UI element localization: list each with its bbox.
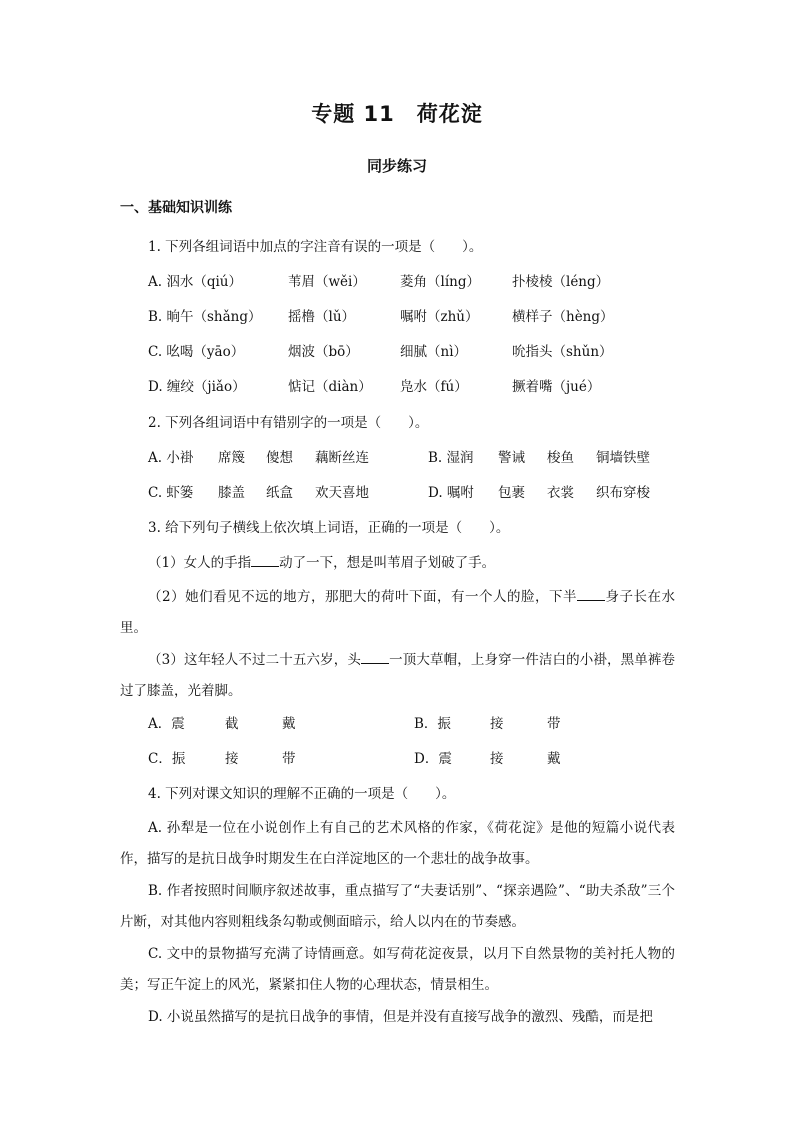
q1-option: 撅着嘴（jué） bbox=[512, 379, 601, 395]
q3-sentence-1 bbox=[148, 551, 495, 571]
q3-sentence-text: 动了一下，想是叫苇眉子划破了手。 bbox=[279, 555, 496, 571]
q3-sentence-2 bbox=[120, 582, 675, 644]
q2-word: 藕断丝连 bbox=[315, 450, 369, 466]
q3-sentence-text: 一顶大草帽，上身穿一件洁白的小褂，黑单裤卷过了膝盖，光着脚。 bbox=[120, 652, 676, 699]
q3-option: B．振 bbox=[414, 716, 451, 732]
q2-word: 傻想 bbox=[266, 450, 293, 466]
q2-word: B. 湿润 bbox=[428, 450, 474, 466]
q3-sentence-text: （1）女人的手指 bbox=[148, 555, 252, 571]
q4-option-c: C. 文中的景物描写充满了诗情画意。如写荷花淀夜景，以月下自然景物的美衬托人物的美；写正午淀上的风光，紧紧扣住人物的心理状态，情景相生。 bbox=[120, 946, 675, 993]
question-1-stem: 1. 下列各组词语中加点的字注音有误的一项是（ ）。 bbox=[148, 239, 483, 255]
q2-word: 膝盖 bbox=[218, 485, 245, 501]
q3-option: 截 bbox=[225, 716, 239, 732]
fill-blank bbox=[251, 565, 279, 567]
q3-sentence-text: 身子长在水里。 bbox=[120, 589, 676, 636]
q3-option: 带 bbox=[282, 751, 296, 767]
q1-option: 凫水（fú） bbox=[400, 379, 468, 395]
q3-option: D．震 bbox=[414, 751, 452, 767]
q3-sentence-text: （3）这年轻人不过二十五六岁，头 bbox=[148, 652, 361, 668]
question-4-stem: 4. 下列对课文知识的理解不正确的一项是（ ）。 bbox=[148, 786, 456, 802]
page-subtitle: 同步练习 bbox=[366, 157, 427, 175]
q1-option: 扑棱棱（léng） bbox=[512, 274, 610, 290]
q4-option-b: B. 作者按照时间顺序叙述故事，重点描写了“夫妻话别”、“探亲遇险”、“助夫杀敌”三个片断，对其他内容则粗线条勾勒或侧面暗示，给人以内在的节奏感。 bbox=[120, 883, 675, 930]
q2-word: 织布穿梭 bbox=[596, 485, 650, 501]
q4-option-d: D. 小说虽然描写的是抗日战争的事情，但是并没有直接写战争的激烈、残酷，而是把 bbox=[148, 1009, 653, 1025]
q1-option: 摇橹（lǔ） bbox=[288, 309, 356, 325]
q3-option: A．震 bbox=[148, 716, 185, 732]
q2-word: A. 小褂 bbox=[148, 450, 194, 466]
q1-option: 细腻（nì） bbox=[400, 344, 468, 360]
fill-blank bbox=[577, 599, 605, 601]
section-heading: 一、基础知识训练 bbox=[120, 200, 232, 216]
q2-word: 警诫 bbox=[498, 450, 525, 466]
question-3-stem: 3. 给下列句子横线上依次填上词语，正确的一项是（ ）。 bbox=[148, 520, 510, 536]
question-2-stem: 2. 下列各组词语中有错别字的一项是（ ）。 bbox=[148, 415, 429, 431]
q2-word: 席篾 bbox=[218, 450, 245, 466]
q2-word: 欢天喜地 bbox=[315, 485, 369, 501]
q3-option: 带 bbox=[547, 716, 561, 732]
q1-option: 吮指头（shǔn） bbox=[512, 344, 613, 360]
q2-word: 纸盒 bbox=[266, 485, 293, 501]
q3-option: C．振 bbox=[148, 751, 186, 767]
q3-option: 接 bbox=[490, 751, 504, 767]
q3-option: 戴 bbox=[547, 751, 561, 767]
page-title: 专题 11 荷花淀 bbox=[311, 102, 483, 126]
fill-blank bbox=[361, 662, 389, 664]
q1-option: B. 晌午（shǎng） bbox=[148, 309, 262, 325]
q2-word: 包裹 bbox=[498, 485, 525, 501]
q1-option: 横样子（hèng） bbox=[512, 309, 614, 325]
q1-option: D. 缠绞（jiǎo） bbox=[148, 379, 246, 395]
q3-option: 戴 bbox=[282, 716, 296, 732]
q1-option: 惦记（diàn） bbox=[288, 379, 372, 395]
q1-option: 菱角（líng） bbox=[400, 274, 480, 290]
q2-word: D. 嘱咐 bbox=[428, 485, 474, 501]
q1-option: C. 吆喝（yāo） bbox=[148, 344, 245, 360]
q4-option-a: A. 孙犁是一位在小说创作上有自己的艺术风格的作家，《荷花淀》是他的短篇小说代表作，描写的是抗日战争时期发生在白洋淀地区的一个悲壮的战争故事。 bbox=[120, 820, 675, 867]
q2-word: 衣裳 bbox=[547, 485, 574, 501]
q1-option: A. 泅水（qiú） bbox=[148, 274, 242, 290]
q3-sentence-text: （2）她们看见不远的地方，那肥大的荷叶下面，有一个人的脸，下半 bbox=[148, 589, 578, 605]
q2-word: 铜墙铁壁 bbox=[596, 450, 650, 466]
q2-word: 梭鱼 bbox=[547, 450, 574, 466]
q3-option: 接 bbox=[490, 716, 504, 732]
q1-option: 苇眉（wěi） bbox=[288, 274, 366, 290]
q2-word: C. 虾篓 bbox=[148, 485, 194, 501]
q1-option: 嘱咐（zhǔ） bbox=[400, 309, 479, 325]
q3-option: 接 bbox=[225, 751, 239, 767]
q3-sentence-3 bbox=[120, 645, 675, 707]
q1-option: 烟波（bō） bbox=[288, 344, 359, 360]
